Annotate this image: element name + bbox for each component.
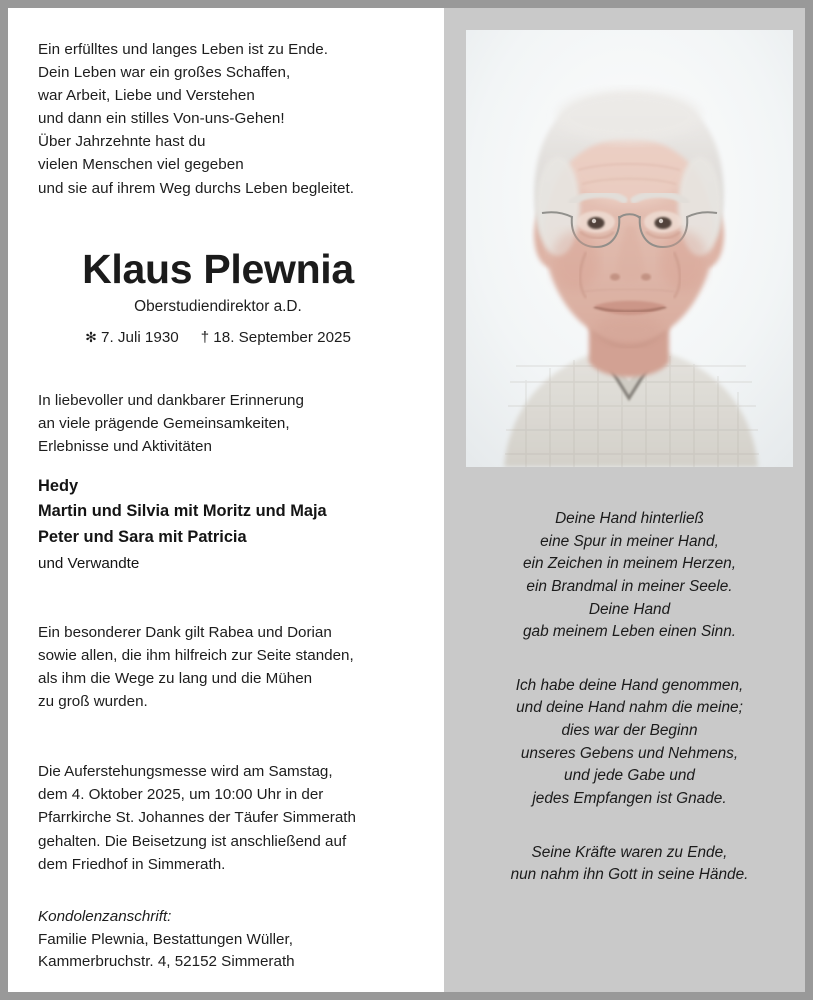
thanks-text-line: als ihm die Wege zu lang und die Mühen (38, 670, 313, 688)
poem-line: jedes Empfangen ist Gnade. (532, 790, 727, 808)
condolence-address-line: Familie Plewnia, Bestattungen Wüller, (38, 930, 293, 948)
birth-date-item (85, 329, 179, 346)
service-details-line: dem Friedhof in Simmerath. (38, 855, 226, 873)
family-list (38, 474, 420, 575)
service-details-line: gehalten. Die Beisetzung ist anschließend auf (38, 832, 347, 850)
left-text-column (8, 8, 444, 992)
nostril-right (641, 273, 651, 280)
right-photo-column (444, 8, 805, 992)
memorial-poem (458, 508, 801, 887)
poem-line: dies war der Beginn (561, 722, 698, 740)
poem-line: und deine Hand nahm die meine; (516, 699, 743, 717)
opening-verse-line: Dein Leben war ein großes Schaffen, (38, 64, 291, 82)
poem-line: unseres Gebens und Nehmens, (520, 744, 739, 762)
portrait-photo (466, 30, 793, 467)
opening-verse (38, 38, 420, 200)
life-dates (38, 329, 398, 346)
portrait-illustration (466, 30, 793, 467)
hair-top-wisp (557, 90, 701, 142)
opening-verse-line: und sie auf ihrem Weg durchs Leben begleitet. (38, 179, 355, 197)
family-member: Martin und Silvia mit Moritz und Maja (38, 502, 327, 521)
death-cross-icon: † (200, 328, 210, 346)
death-date: 18. September 2025 (213, 328, 351, 346)
service-details-line: dem 4. Oktober 2025, um 10:00 Uhr in der (38, 786, 324, 804)
poem-stanza (458, 508, 801, 644)
opening-verse-line: war Arbeit, Liebe und Verstehen (38, 87, 255, 105)
family-member: Hedy (38, 477, 79, 496)
memory-text-line: Erlebnisse und Aktivitäten (38, 437, 212, 455)
cheek-left (551, 231, 599, 291)
thanks-text-line: sowie allen, die ihm hilfreich zur Seite standen, (38, 646, 354, 664)
memory-text (38, 390, 420, 458)
eye-highlight-right (659, 219, 663, 223)
death-date-item (201, 329, 351, 346)
cheek-right (660, 231, 708, 291)
nostril-left (610, 273, 620, 280)
obituary-notice (8, 8, 805, 992)
poem-stanza (458, 842, 801, 887)
opening-verse-line: Ein erfülltes und langes Leben ist zu Ende. (38, 41, 329, 58)
deceased-name: Klaus Plewnia (82, 245, 354, 292)
poem-line: eine Spur in meiner Hand, (540, 532, 719, 550)
condolence-address (38, 906, 420, 974)
thanks-text-line: Ein besonderer Dank gilt Rabea und Dorian (38, 623, 332, 641)
opening-verse-line: vielen Menschen viel gegeben (38, 156, 244, 174)
poem-line: nun nahm ihn Gott in seine Hände. (510, 866, 749, 884)
poem-line: und jede Gabe und (564, 767, 695, 785)
family-relatives: und Verwandte (38, 554, 140, 572)
poem-line: Ich habe deine Hand genommen, (515, 676, 744, 694)
service-details-line: Pfarrkirche St. Johannes der Täufer Simmerath (38, 809, 356, 827)
birth-date: 7. Juli 1930 (101, 328, 179, 346)
eye-right (655, 217, 672, 229)
chin-shadow (595, 314, 663, 346)
opening-verse-line: Über Jahrzehnte hast du (38, 133, 206, 151)
thanks-text-line: zu groß wurden. (38, 693, 148, 711)
family-member: Peter und Sara mit Patricia (38, 527, 247, 546)
poem-line: Seine Kräfte waren zu Ende, (531, 843, 728, 861)
eye-left (588, 217, 605, 229)
condolence-label: Kondolenzanschrift: (38, 907, 172, 925)
poem-line: Deine Hand hinterließ (555, 510, 704, 527)
birth-star-icon: ✻ (85, 328, 97, 345)
opening-verse-line: und dann ein stilles Von-uns-Gehen! (38, 110, 285, 128)
poem-line: ein Brandmal in meiner Seele. (526, 577, 733, 595)
eye-highlight-left (592, 219, 596, 223)
service-details (38, 760, 420, 875)
poem-line: Deine Hand (588, 600, 671, 618)
service-details-line: Die Auferstehungsmesse wird am Samstag, (38, 763, 333, 781)
thanks-text (38, 621, 420, 713)
poem-line: gab meinem Leben einen Sinn. (522, 623, 737, 641)
deceased-title: Oberstudiendirektor a.D. (134, 297, 302, 315)
poem-stanza (458, 675, 801, 811)
deceased-name-block (38, 247, 420, 346)
memory-text-line: In liebevoller und dankbarer Erinnerung (38, 391, 304, 409)
condolence-address-line: Kammerbruchstr. 4, 52152 Simmerath (38, 953, 295, 971)
poem-line: ein Zeichen in meinem Herzen, (522, 555, 736, 573)
memory-text-line: an viele prägende Gemeinsamkeiten, (38, 414, 290, 432)
